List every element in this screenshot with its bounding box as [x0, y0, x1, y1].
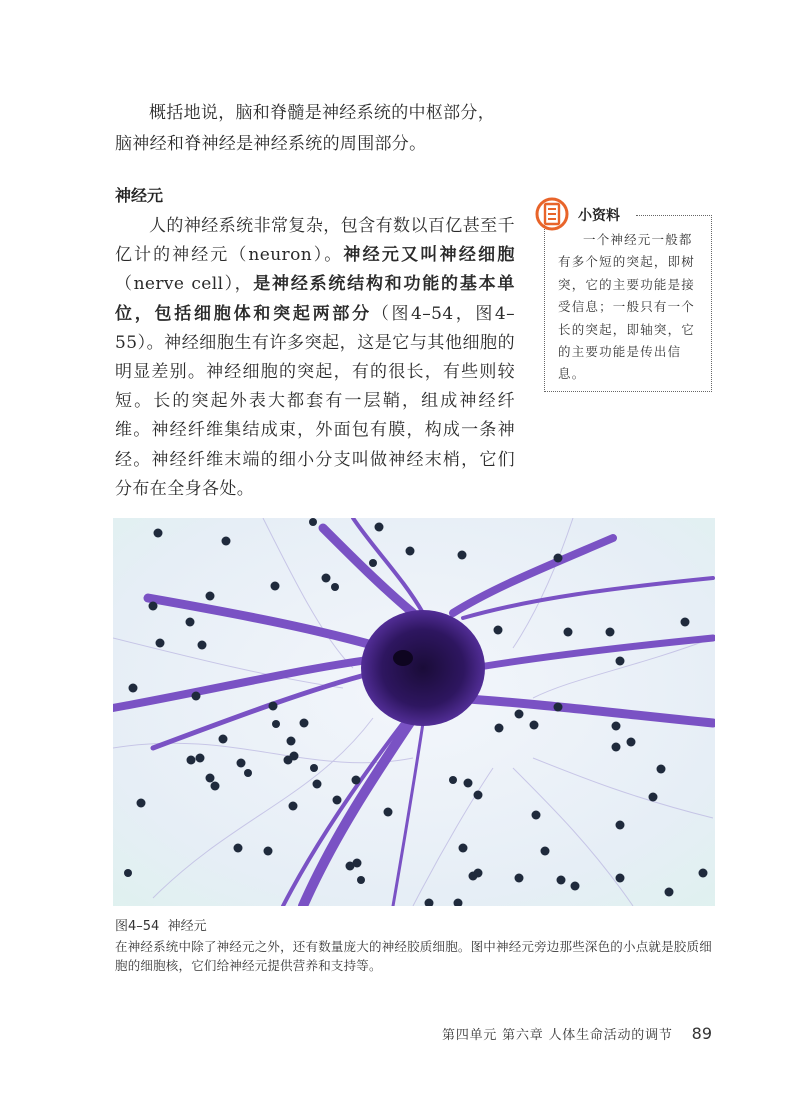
sidebox-text: 一个神经元一般都有多个短的突起，即树突，它的主要功能是接受信息；一般只有一个长的突起，即轴突，它的主要功能是传出信息。	[558, 232, 696, 382]
sidebox-title: 小资料	[578, 205, 624, 225]
page-number: 89	[691, 1024, 712, 1043]
notebook-icon	[535, 197, 569, 231]
paragraph-text-1: 人的神经系统非常复杂，包含有数以百亿甚至千亿计的神经元（neuron）。	[115, 216, 515, 266]
intro-line-1: 概括地说，脑和脊髓是神经系统的中枢部分，	[149, 103, 495, 123]
running-title: 第四单元 第六章 人体生命活动的调节	[442, 1028, 673, 1043]
figure-caption	[115, 917, 715, 975]
paragraph-text-3: （图4–54，图4–55）。神经细胞生有许多突起，这是它与其他细胞的明显差别。神经细胞的突起，有的很长，有些则较短。长的突起外表大都套有一层鞘，组成神经纤维。神经纤维集结成束，外面包有膜，构成一条神经。神经纤维末端的细小分支叫做神经末梢，它们分布在全身各处。	[115, 303, 515, 499]
caption-title	[115, 917, 715, 937]
figure-title: 神经元	[167, 919, 207, 934]
intro-line-2: 脑神经和脊神经是神经系统的周围部分。	[115, 134, 427, 154]
section-heading: 神经元	[115, 186, 164, 205]
paragraph-bold-2: 是神经系统结构和功能的基本单位，包括细胞体和突起两部分	[115, 274, 515, 324]
section-paragraph	[115, 212, 515, 504]
caption-text: 在神经系统中除了神经元之外，还有数量庞大的神经胶质细胞。图中神经元旁边那些深色的小点就是胶质细胞的细胞核，它们给神经元提供营养和支持等。	[115, 939, 712, 973]
sidebox-body	[558, 229, 704, 386]
page-footer	[442, 1024, 712, 1043]
paragraph-bold-1: 神经元又叫神经细胞	[343, 245, 515, 266]
paragraph-text-2: （nerve cell），	[115, 274, 254, 295]
neuron-micrograph	[113, 518, 715, 906]
intro-paragraph	[115, 98, 515, 160]
figure-label: 图4–54	[115, 919, 160, 934]
info-sidebox	[544, 203, 712, 393]
neuron-image	[113, 518, 715, 906]
sidebox-dotted-rule	[636, 215, 712, 216]
